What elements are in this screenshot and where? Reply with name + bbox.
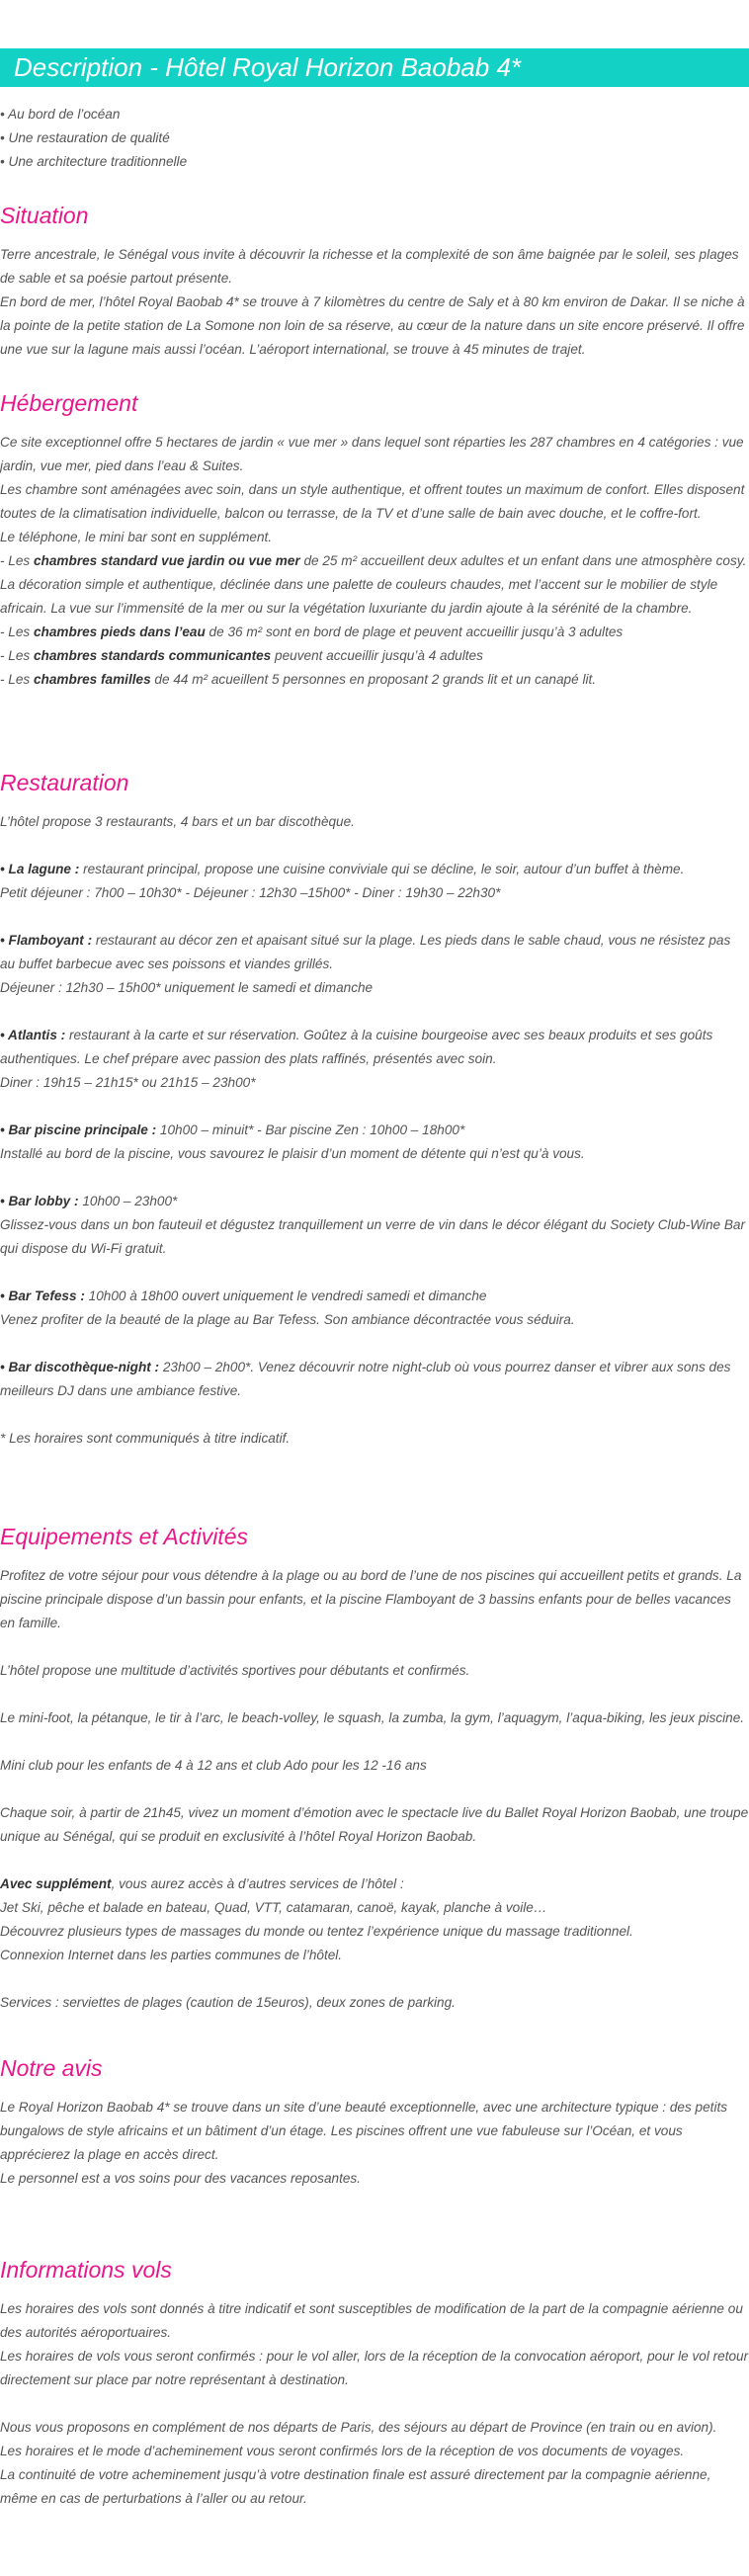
room-type-standard: - Les chambres standard vue jardin ou vue mer de 25 m² accueillent deux adultes et un enfant dans une atmosphère cosy. La décoration simple et authentique, déclinée dans une palette de couleurs chaudes, met l’accent sur le mobilier de style africain. La vue sur l’immensité de la mer ou sur la végétation luxuriante du jardin ajoute à la sérénité de la chambre. — [0, 553, 747, 616]
vols-heading: Informations vols — [0, 2257, 172, 2283]
avis-heading: Notre avis — [0, 2055, 103, 2081]
vols-paragraph: Les horaires et le mode d’acheminement vous seront confirmés lors de la réception de vos documents de voyages. — [0, 2444, 685, 2458]
restauration-text — [0, 810, 749, 1451]
situation-text — [0, 243, 749, 362]
restaurant-lagune-hours: Petit déjeuner : 7h00 – 10h30* - Déjeuner : 12h30 –15h00* - Diner : 19h30 – 22h30* — [0, 885, 501, 900]
supplement-intro: Avec supplément, vous aurez accès à d’autres services de l’hôtel : — [0, 1876, 404, 1891]
vols-paragraph: La continuité de votre acheminement jusqu’à votre destination finale est assuré directement par la compagnie aérienne, même en cas de perturbations à l’aller ou au retour. — [0, 2467, 711, 2506]
hebergement-text — [0, 431, 749, 692]
restaurant-atlantis: • Atlantis : restaurant à la carte et sur réservation. Goûtez à la cuisine bourgeoise avec ses beaux produits et ses goûts authentiques. Le chef prépare avec passion des plats raffinés, présentés avec soin. — [0, 1028, 713, 1066]
bar-piscine-description: Installé au bord de la piscine, vous savourez le plaisir d’un moment de détente qui n’est qu’à vous. — [0, 1146, 585, 1161]
vols-text — [0, 2297, 749, 2511]
highlights-list — [0, 103, 749, 174]
supplement-item: Jet Ski, pêche et balade en bateau, Quad, VTT, catamaran, canoë, kayak, planche à voile… — [0, 1900, 547, 1915]
hebergement-heading: Hébergement — [0, 390, 138, 416]
restaurant-atlantis-hours: Diner : 19h15 – 21h15* ou 21h15 – 23h00* — [0, 1075, 256, 1090]
vols-paragraph: Les horaires des vols sont donnés à titre indicatif et sont susceptibles de modification de la part de la compagnie aérienne ou des autorités aéroportuaires. — [0, 2301, 743, 2340]
vols-paragraph: Les horaires de vols vous seront confirmés : pour le vol aller, lors de la réception de la convocation aéroport, pour le vol retour directement sur place par notre représentant à destination. — [0, 2349, 749, 2387]
services-line: Services : serviettes de plages (caution de 15euros), deux zones de parking. — [0, 1995, 456, 2010]
situation-heading: Situation — [0, 203, 89, 228]
avis-text — [0, 2096, 749, 2191]
supplement-item: Connexion Internet dans les parties communes de l’hôtel. — [0, 1948, 343, 1962]
room-type-familles: - Les chambres familles de 44 m² acueillent 5 personnes en proposant 2 grands lit et un canapé lit. — [0, 672, 597, 687]
hebergement-paragraph: Le téléphone, le mini bar sont en supplément. — [0, 530, 273, 544]
situation-paragraph: Terre ancestrale, le Sénégal vous invite à découvrir la richesse et la complexité de son âme baignée par le soleil, ses plages de sable et sa poésie partout présente. — [0, 247, 739, 286]
hours-note: * Les horaires sont communiqués à titre indicatif. — [0, 1431, 291, 1446]
vols-paragraph: Nous vous proposons en complément de nos départs de Paris, des séjours au départ de Province (en train ou en avion). — [0, 2420, 717, 2435]
situation-paragraph: En bord de mer, l’hôtel Royal Baobab 4* se trouve à 7 kilomètres du centre de Saly et à 80 km environ de Dakar. Il se niche à la pointe de la petite station de La Somone non loin de sa réserve, au cœur de la nature dans un site encore préservé. Il offre une vue sur la lagune mais aussi l’océan. L’aéroport international, se trouve à 45 minutes de trajet. — [0, 294, 745, 357]
room-type-communicantes: - Les chambres standards communicantes peuvent accueillir jusqu’à 4 adultes — [0, 648, 483, 663]
highlight-item: • Une restauration de qualité — [0, 130, 170, 145]
bar-tefess-description: Venez profiter de la beauté de la plage au Bar Tefess. Son ambiance décontractée vous séduira. — [0, 1312, 575, 1327]
hebergement-paragraph: Les chambre sont aménagées avec soin, dans un style authentique, et offrent toutes un maximum de confort. Elles disposent toutes de la climatisation individuelle, balcon ou terrasse, de la TV et d’une salle de bain avec douche, et le coffre-fort. — [0, 482, 745, 521]
bar-piscine: • Bar piscine principale : 10h00 – minuit* - Bar piscine Zen : 10h00 – 18h00* — [0, 1122, 465, 1137]
restaurant-flamboyant: • Flamboyant : restaurant au décor zen et apaisant situé sur la plage. Les pieds dans le sable chaud, vous ne résistez pas au buffet barbecue avec ses poissons et viandes grillés. — [0, 933, 731, 971]
equipements-paragraph: Le mini-foot, la pétanque, le tir à l’arc, le beach-volley, le squash, la zumba, la gym, l’aquagym, l’aqua-biking, les jeux piscine. — [0, 1710, 745, 1725]
banner-title: Description - Hôtel Royal Horizon Baobab 4* — [14, 52, 522, 82]
room-type-pieds-dans-l-eau: - Les chambres pieds dans l’eau de 36 m² sont en bord de plage et peuvent accueillir jusqu’à 3 adultes — [0, 624, 624, 639]
highlight-item: • Une architecture traditionnelle — [0, 154, 188, 169]
equipements-text — [0, 1564, 749, 2015]
equipements-heading: Equipements et Activités — [0, 1524, 248, 1549]
equipements-paragraph: Mini club pour les enfants de 4 à 12 ans et club Ado pour les 12 -16 ans — [0, 1758, 427, 1773]
description-banner — [0, 48, 749, 87]
equipements-paragraph: Chaque soir, à partir de 21h45, vivez un moment d’émotion avec le spectacle live du Ballet Royal Horizon Baobab, une troupe unique au Sénégal, qui se produit en exclusivité à l’hôtel Royal Horizon Baobab. — [0, 1805, 749, 1844]
supplement-item: Découvrez plusieurs types de massages du monde ou tentez l’expérience unique du massage traditionnel. — [0, 1924, 633, 1939]
restauration-intro: L’hôtel propose 3 restaurants, 4 bars et un bar discothèque. — [0, 814, 355, 829]
bar-lobby: • Bar lobby : 10h00 – 23h00* — [0, 1194, 178, 1208]
avis-paragraph: Le personnel est a vos soins pour des vacances reposantes. — [0, 2171, 361, 2186]
equipements-paragraph: L’hôtel propose une multitude d’activités sportives pour débutants et confirmés. — [0, 1663, 470, 1678]
bar-lobby-description: Glissez-vous dans un bon fauteuil et dégustez tranquillement un verre de vin dans le décor élégant du Society Club-Wine Bar qui dispose du Wi-Fi gratuit. — [0, 1217, 746, 1256]
equipements-paragraph: Profitez de votre séjour pour vous détendre à la plage ou au bord de l’une de nos piscines qui accueillent petits et grands. La piscine principale dispose d’un bassin pour enfants, et la piscine Flamboyant de 3 bassins enfants pour de belles vacances en famille. — [0, 1568, 742, 1630]
bar-tefess: • Bar Tefess : 10h00 à 18h00 ouvert uniquement le vendredi samedi et dimanche — [0, 1288, 487, 1303]
bar-discotheque: • Bar discothèque-night : 23h00 – 2h00*. Venez découvrir notre night-club où vous pourrez danser et vibrer aux sons des meilleurs DJ dans une ambiance festive. — [0, 1360, 731, 1398]
restauration-heading: Restauration — [0, 770, 129, 795]
highlight-item: • Au bord de l’océan — [0, 107, 121, 122]
restaurant-flamboyant-hours: Déjeuner : 12h30 – 15h00* uniquement le samedi et dimanche — [0, 980, 374, 995]
avis-paragraph: Le Royal Horizon Baobab 4* se trouve dans un site d’une beauté exceptionnelle, avec une architecture typique : des petits bungalows de style africains et un bâtiment d’un étage. Les piscines offrent une vue fabuleuse sur l’Océan, et vous apprécierez la plage en accès direct. — [0, 2100, 728, 2162]
hebergement-paragraph: Ce site exceptionnel offre 5 hectares de jardin « vue mer » dans lequel sont réparties les 287 chambres en 4 catégories : vue jardin, vue mer, pied dans l’eau & Suites. — [0, 435, 744, 473]
restaurant-lagune: • La lagune : restaurant principal, propose une cuisine conviviale qui se décline, le soir, autour d’un buffet à thème. — [0, 862, 685, 876]
